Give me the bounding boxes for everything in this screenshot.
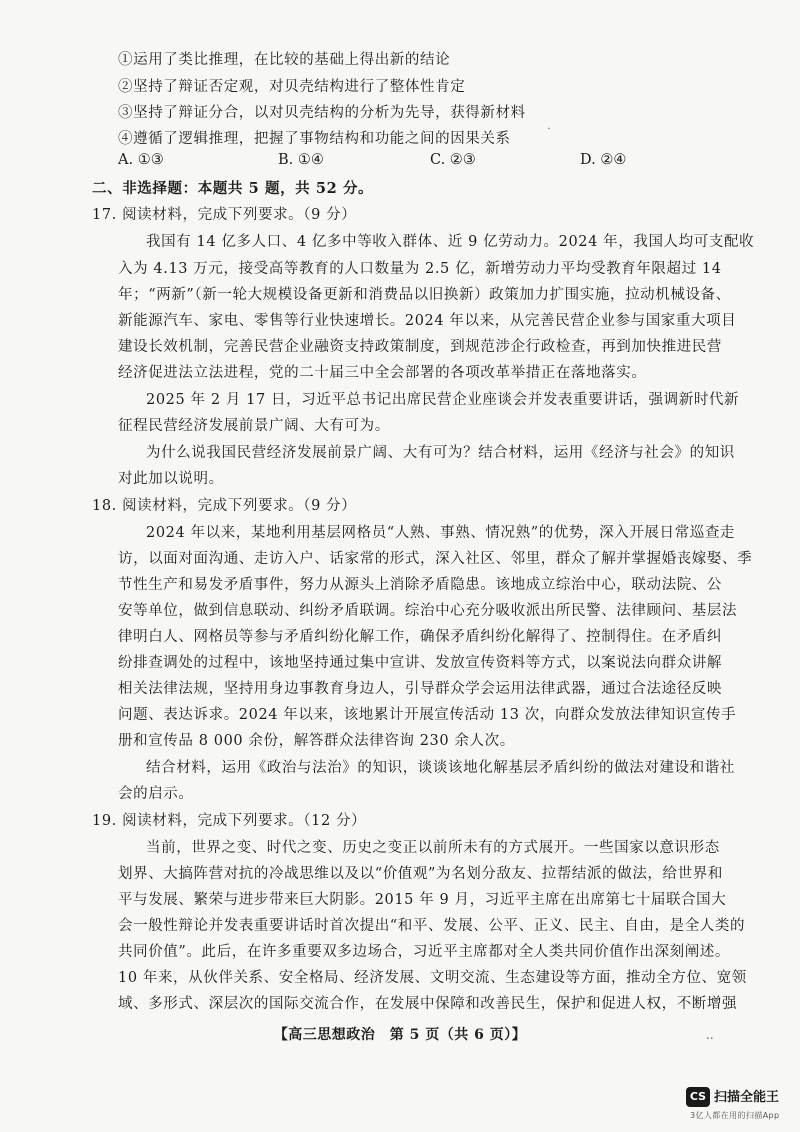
watermark-subtitle: 3亿人都在用的扫描App <box>690 1111 780 1120</box>
q19-line: 平与发展、繁荣与进步带来巨大阴影。2015 年 9 月，习近平主席在出席第七十届联合国大 <box>118 892 727 908</box>
q17-line: 经济促进法立法进程，党的二十届三中全会部署的各项改革举措正在落地落实。 <box>118 365 647 381</box>
q19-line: 10 年来，从伙伴关系、安全格局、经济发展、文明交流、生态建设等方面，推动全方位、宽领 <box>118 970 747 986</box>
q16-statement-1: ①运用了类比推理，在比较的基础上得出新的结论 <box>118 52 451 68</box>
q19-line: 划界、大搞阵营对抗的冷战思维以及以“价值观”为名划分敌友、拉帮结派的做法，给世界和 <box>118 866 723 882</box>
q18-line: 相关法律法规，坚持用身边事教育身边人，引导群众学会运用法律武器，通过合法途径反映 <box>118 681 722 697</box>
camscanner-logo-icon: CS <box>686 1087 710 1107</box>
q16-statement-2: ②坚持了辩证否定观，对贝壳结构进行了整体性肯定 <box>118 79 466 95</box>
q17-line: 入为 4.13 万元，接受高等教育的人口数量为 2.5 亿，新增劳动力平均受教育年限超过 14 <box>118 261 722 277</box>
q18-question: 会的启示。 <box>118 786 194 802</box>
q18-line: 律明白人、网格员等参与矛盾纠纷化解工作，确保矛盾纠纷化解得了、控制得住。在矛盾纠 <box>118 629 722 645</box>
q16-options <box>118 152 738 172</box>
q18-heading: 18. 阅读材料，完成下列要求。（9 分） <box>92 498 357 514</box>
q18-line: 访，以面对面沟通、走访入户、话家常的形式，深入社区、邻里，群众了解并掌握婚丧嫁娶、季 <box>118 551 753 567</box>
q18-line: 2024 年以来，某地利用基层网格员“人熟、事熟、情况熟”的优势，深入开展日常巡查走 <box>146 525 736 541</box>
option-d: D. ②④ <box>580 152 627 168</box>
option-b: B. ①④ <box>278 152 324 168</box>
q19-line: 共同价值”。此后，在许多重要双多边场合，习近平主席都对全人类共同价值作出深刻阐述。 <box>118 944 731 960</box>
q17-line: 建设长效机制，完善民营企业融资支持政策制度，到规范涉企行政检查，再到加快推进民营 <box>118 339 722 355</box>
scan-speck: ˙ <box>546 126 552 140</box>
page-footer: 【高三思想政治 第 5 页（共 6 页）】 <box>273 1027 527 1043</box>
option-a: A. ①③ <box>118 152 164 168</box>
scan-speck: .. <box>706 1028 714 1042</box>
q17-line: 年；“两新”（新一轮大规模设备更新和消费品以旧换新）政策加力扩围实施，拉动机械设备、 <box>118 287 731 303</box>
q18-line: 纷排查调处的过程中，该地坚持通过集中宣讲、发放宣传资料等方式，以案说法向群众讲解 <box>118 655 722 671</box>
q17-question: 对此加以说明。 <box>118 471 224 487</box>
q17-line: 新能源汽车、家电、零售等行业快速增长。2024 年以来，从完善民营企业参与国家重大项目 <box>118 313 737 329</box>
watermark-title: 扫描全能王 <box>714 1090 780 1105</box>
q19-line: 当前，世界之变、时代之变、历史之变正以前所未有的方式展开。一些国家以意识形态 <box>146 840 720 856</box>
q19-heading: 19. 阅读材料，完成下列要求。（12 分） <box>92 813 367 829</box>
q18-line: 安等单位，做到信息联动、纠纷矛盾联调。综治中心充分吸收派出所民警、法律顾问、基层法 <box>118 603 738 619</box>
q17-line: 征程民营经济发展前景广阔、大有可为。 <box>118 418 390 434</box>
q17-heading: 17. 阅读材料，完成下列要求。（9 分） <box>92 207 357 223</box>
q18-line: 节性生产和易发矛盾事件，努力从源头上消除矛盾隐患。该地成立综治中心，联动法院、公 <box>118 577 722 593</box>
q17-line: 我国有 14 亿多人口、4 亿多中等收入群体、近 9 亿劳动力。2024 年，我国人均可支配收 <box>146 234 755 250</box>
q19-line: 域、多形式、深层次的国际交流合作，在发展中保障和改善民生，保护和促进人权，不断增强 <box>118 996 738 1012</box>
option-c: C. ②③ <box>430 152 476 168</box>
q17-question: 为什么说我国民营经济发展前景广阔、大有可为？结合材料，运用《经济与社会》的知识 <box>146 445 735 461</box>
q18-question: 结合材料，运用《政治与法治》的知识，谈谈该地化解基层矛盾纠纷的做法对建设和谐社 <box>146 760 735 776</box>
q17-line: 2025 年 2 月 17 日，习近平总书记出席民营企业座谈会并发表重要讲话，强调新时代新 <box>146 392 740 408</box>
section-header: 二、非选择题：本题共 5 题，共 52 分。 <box>92 180 374 197</box>
q19-line: 会一般性辩论并发表重要讲话时首次提出“和平、发展、公平、正义、民主、自由，是全人类的 <box>118 918 746 934</box>
q18-line: 问题、表达诉求。2024 年以来，该地累计开展宣传活动 13 次，向群众发放法律知识宣传手 <box>118 707 737 723</box>
q18-line: 册和宣传品 8 000 余份，解答群众法律咨询 230 余人次。 <box>118 733 515 749</box>
q16-statement-3: ③坚持了辩证分合，以对贝壳结构的分析为先导，获得新材料 <box>118 105 526 121</box>
q16-statement-4: ④遵循了逻辑推理，把握了事物结构和功能之间的因果关系 <box>118 131 511 147</box>
